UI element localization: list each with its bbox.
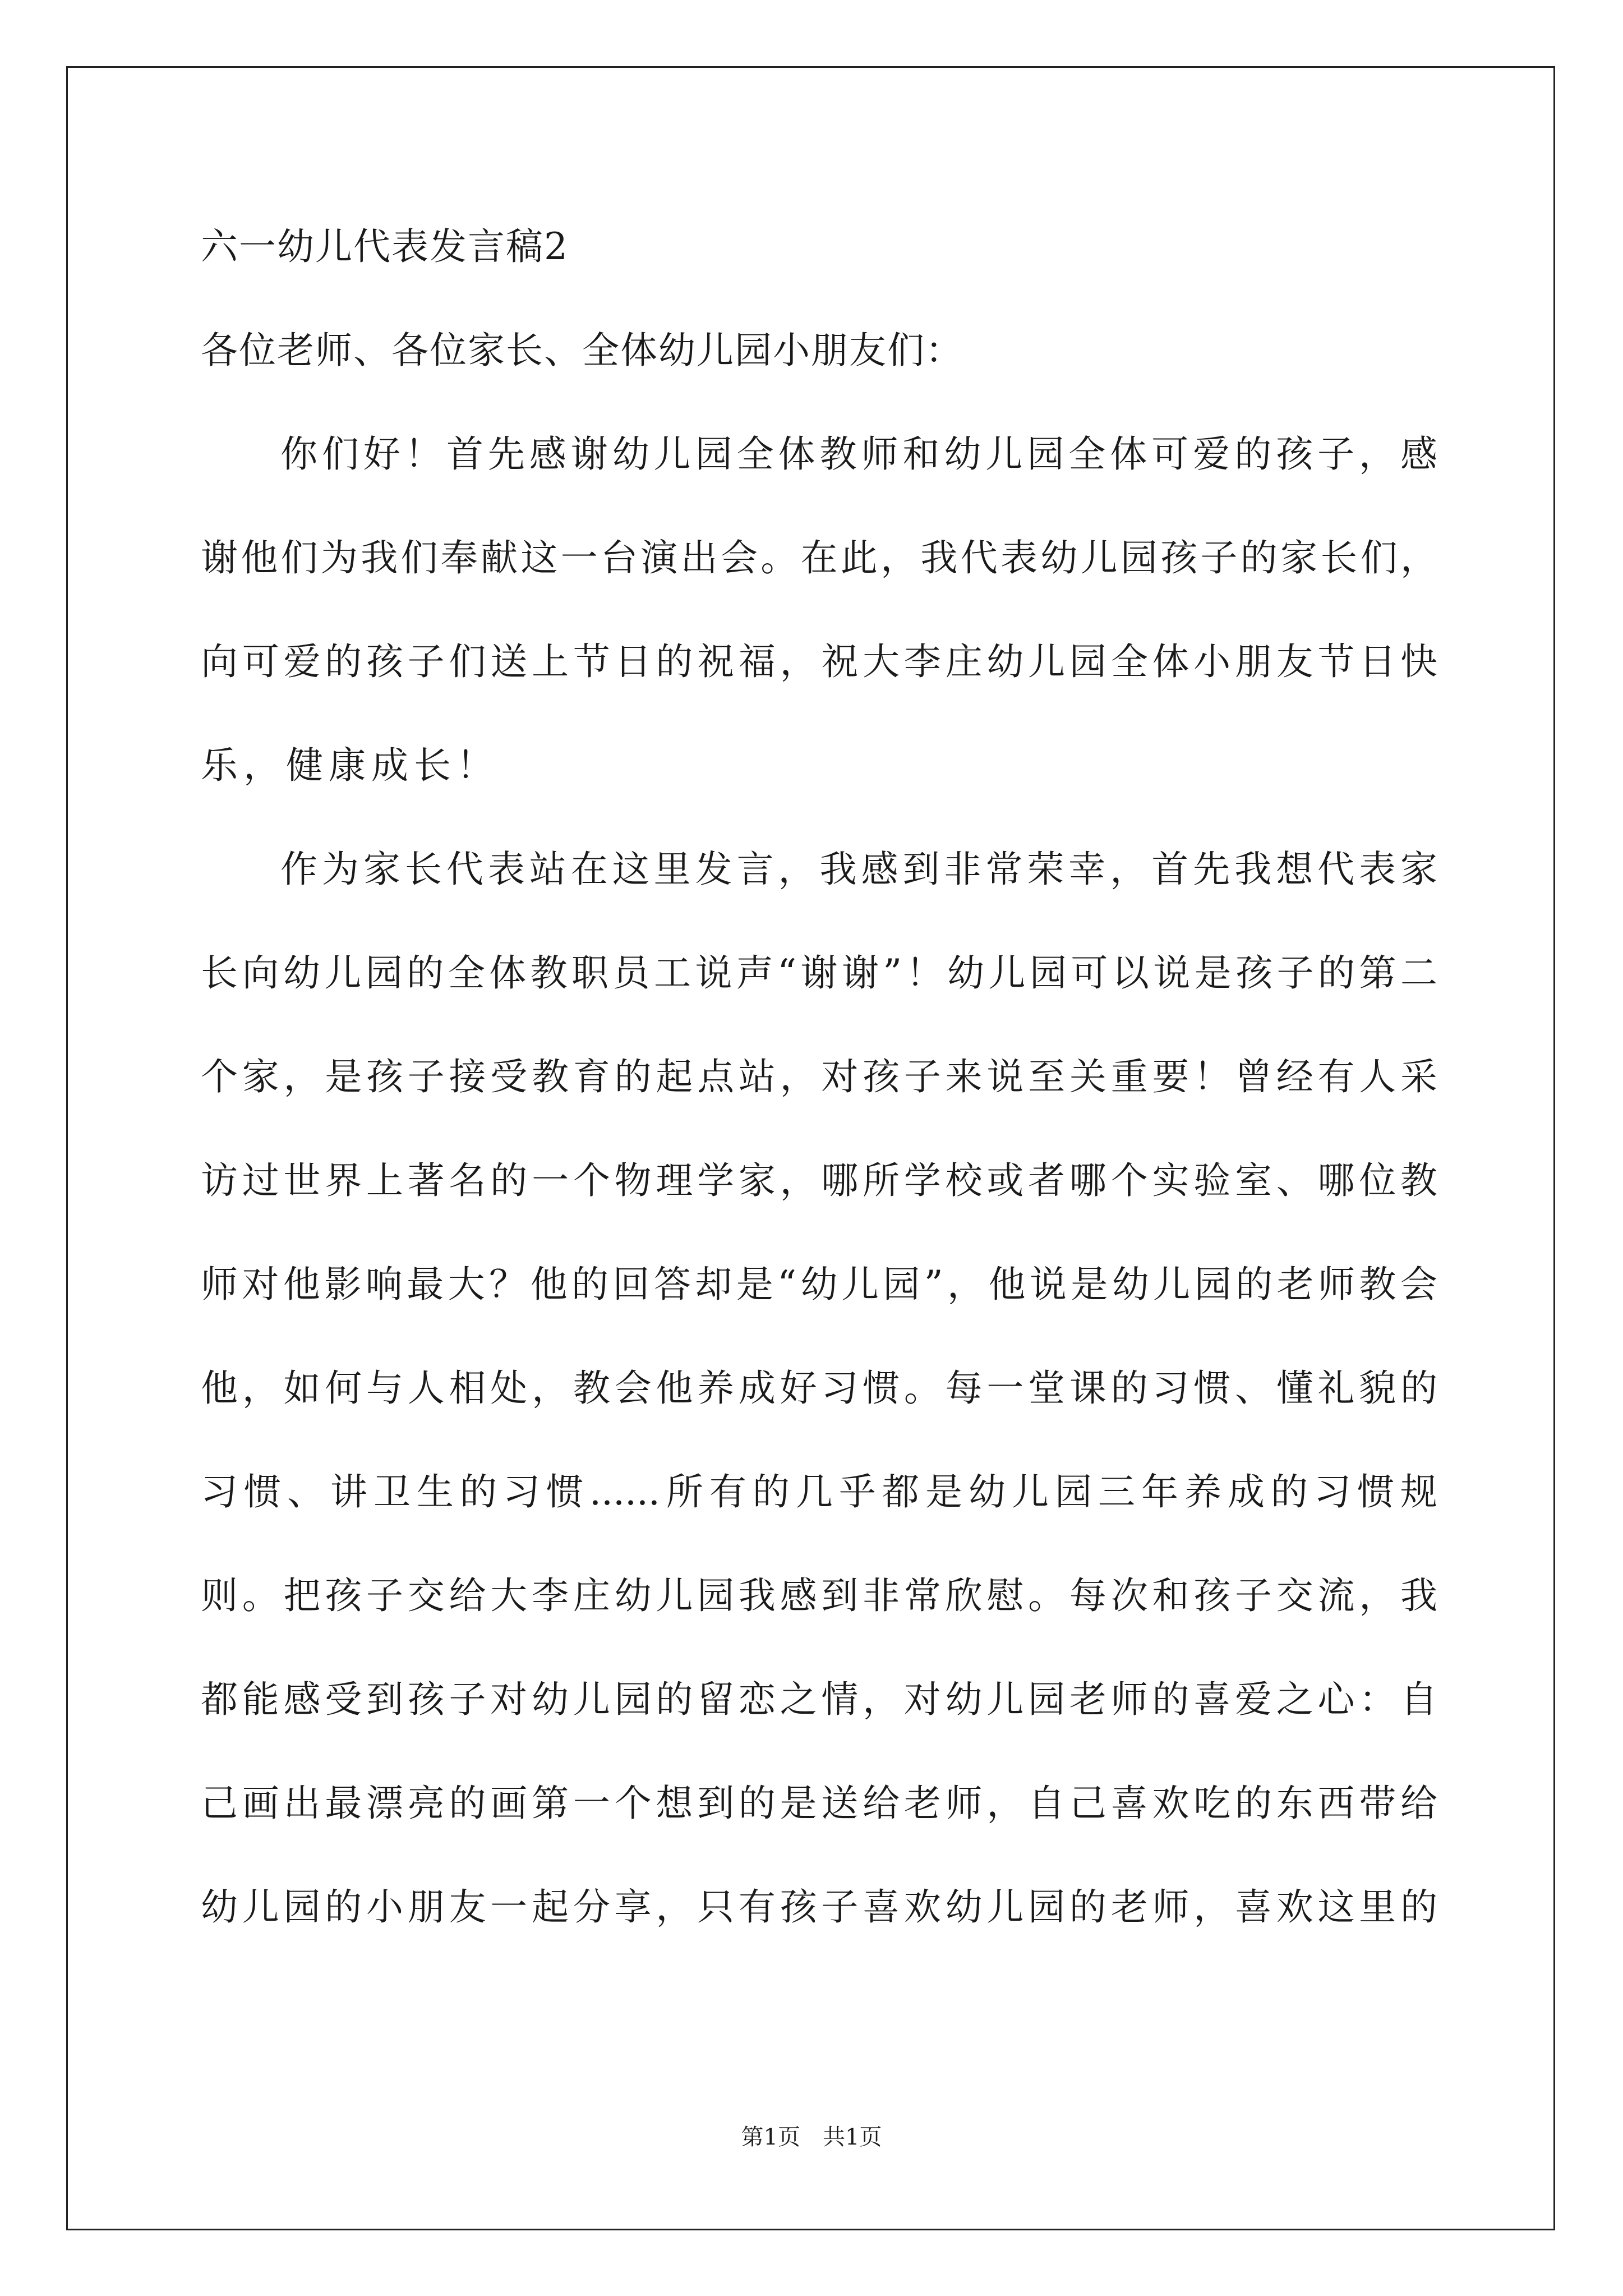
- text-line: 幼儿园的小朋友一起分享，只有孩子喜欢幼儿园的老师，喜欢这里的: [201, 1885, 1437, 1929]
- document-title: 六一幼儿代表发言稿2: [201, 225, 569, 268]
- text-line: 己画出最漂亮的画第一个想到的是送给老师，自己喜欢吃的东西带给: [201, 1782, 1437, 1825]
- text-line: 他，如何与人相处，教会他养成好习惯。每一堂课的习惯、懂礼貌的: [201, 1366, 1437, 1410]
- text-line: 师对他影响最大？他的回答却是“幼儿园”，他说是幼儿园的老师教会: [201, 1263, 1437, 1306]
- text-line: 你们好！首先感谢幼儿园全体教师和幼儿园全体可爱的孩子，感: [280, 432, 1437, 476]
- text-line: 访过世界上著名的一个物理学家，哪所学校或者哪个实验室、哪位教: [201, 1159, 1437, 1202]
- text-line: 向可爱的孩子们送上节日的祝福，祝大李庄幼儿园全体小朋友节日快: [201, 640, 1437, 683]
- text-line: 都能感受到孩子对幼儿园的留恋之情，对幼儿园老师的喜爱之心：自: [201, 1678, 1437, 1721]
- text-line: 个家，是孩子接受教育的起点站，对孩子来说至关重要！曾经有人采: [201, 1055, 1437, 1098]
- text-line: 长向幼儿园的全体教职员工说声“谢谢”！幼儿园可以说是孩子的第二: [201, 951, 1437, 995]
- text-line: 乐，健康成长！: [201, 744, 499, 787]
- text-line: 谢他们为我们奉献这一台演出会。在此，我代表幼儿园孩子的家长们，: [201, 536, 1437, 579]
- text-line: 则。把孩子交给大李庄幼儿园我感到非常欣慰。每次和孩子交流，我: [201, 1574, 1437, 1617]
- page-number-footer: 第1页 共1页: [741, 2124, 882, 2150]
- text-line: 作为家长代表站在这里发言，我感到非常荣幸，首先我想代表家: [280, 848, 1437, 891]
- text-line: 习惯、讲卫生的习惯......所有的几乎都是幼儿园三年养成的习惯规: [201, 1470, 1437, 1513]
- greeting-line: 各位老师、各位家长、全体幼儿园小朋友们：: [201, 329, 963, 372]
